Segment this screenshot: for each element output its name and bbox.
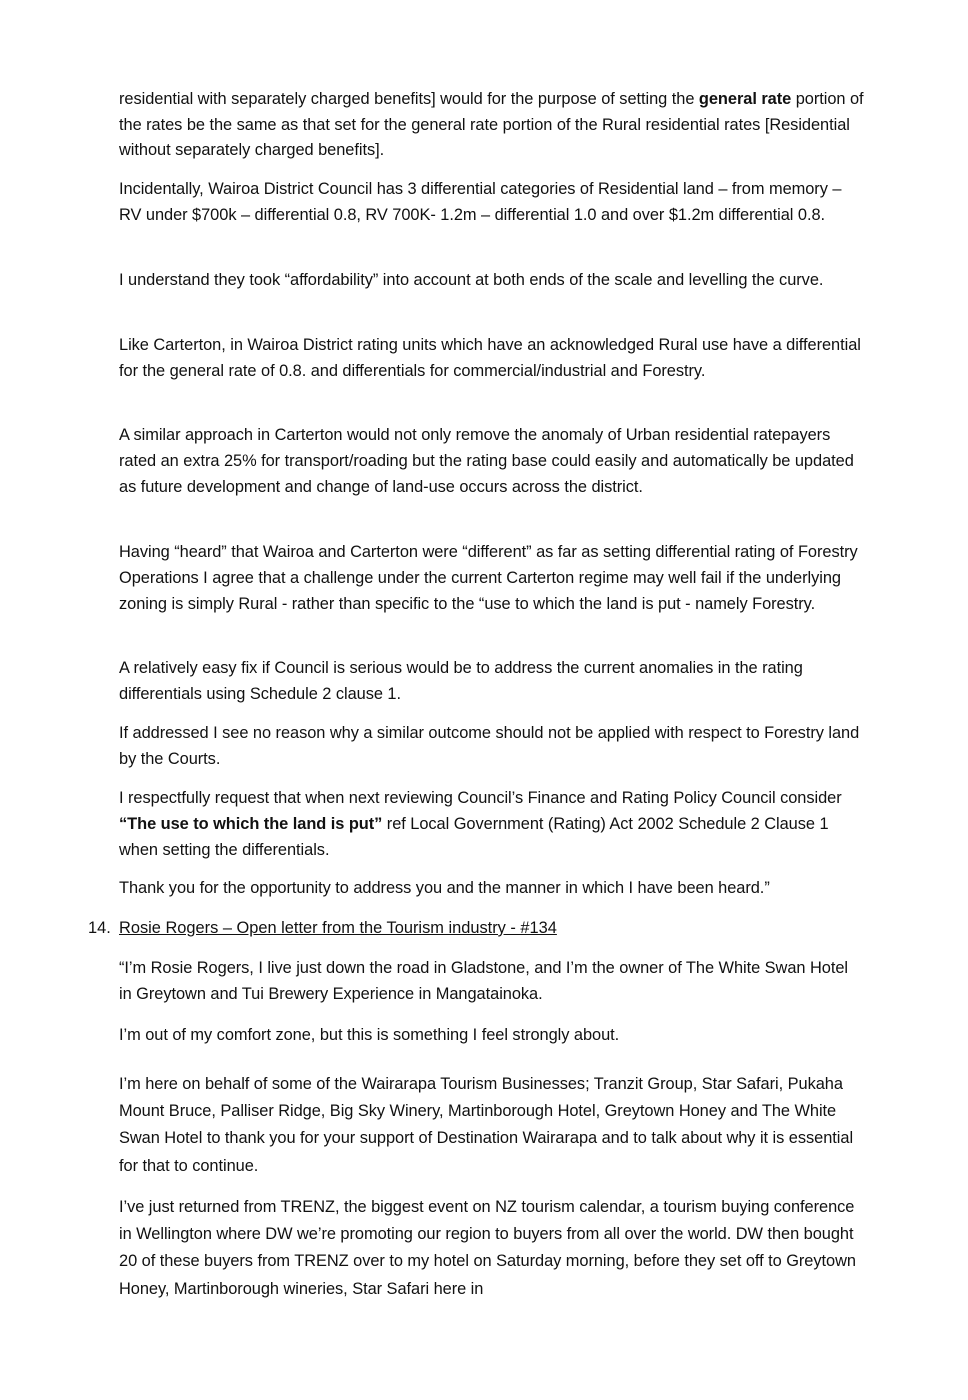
paragraph-affordability: I understand they took “affordability” into account at both ends of the scale and levelling the curve. [119, 271, 824, 289]
paragraph-thank-you: Thank you for the opportunity to address you and the manner in which I have been heard.” [119, 879, 770, 897]
item-heading: Rosie Rogers – Open letter from the Tourism industry - #134 [119, 919, 557, 937]
paragraph-on-behalf: I’m here on behalf of some of the Wairarapa Tourism Businesses; Tranzit Group, Star Safari, Pukaha Mount Bruce, Palliser Ridge, Big Sky Winery, Martinborough Hotel, Greytown Honey and The White Swan Hotel to thank you for your support of Destination Wairarapa and to talk about why it is essential for that to continue. [119, 1075, 854, 1175]
paragraph-wairoa-categories: Incidentally, Wairoa District Council has 3 differential categories of Residential land – from memory – RV under $700k – differential 0.8, RV 700K- 1.2m – differential 1.0 and over $1.2m differential 0.8. [119, 180, 842, 224]
paragraph-trenz: I’ve just returned from TRENZ, the biggest event on NZ tourism calendar, a tourism buying conference in Wellington where DW we’re promoting our region to buyers from all over the world. DW then bought 20 of these buyers from TRENZ over to my hotel on Saturday morning, before they set off to Greytown Honey, Martinborough wineries, Star Safari here in [119, 1198, 856, 1298]
paragraph-if-addressed: If addressed I see no reason why a similar outcome should not be applied with respect to Forestry land by the Courts. [119, 724, 860, 768]
paragraph-general-rate: residential with separately charged benefits] would for the purpose of setting the general rate portion of the rates be the same as that set for the general rate portion of the Rural residential rates [Residential without separately charged benefits]. [119, 90, 864, 160]
paragraph-easy-fix: A relatively easy fix if Council is serious would be to address the current anomalies in the rating differentials using Schedule 2 clause 1. [119, 659, 803, 703]
paragraph-rosie-intro: “I’m Rosie Rogers, I live just down the road in Gladstone, and I’m the owner of The White Swan Hotel in Greytown and Tui Brewery Experience in Mangatainoka. [119, 959, 848, 1003]
paragraph-respectfully-request: I respectfully request that when next reviewing Council’s Finance and Rating Policy Council consider “The use to which the land is put” ref Local Government (Rating) Act 2002 Schedule 2 Clause 1 when setting the differentials. [119, 789, 842, 859]
paragraph-comfort-zone: I’m out of my comfort zone, but this is something I feel strongly about. [119, 1026, 620, 1044]
item-number: 14. [88, 919, 111, 937]
paragraph-similar-approach: A similar approach in Carterton would not only remove the anomaly of Urban residential ratepayers rated an extra 25% for transport/roading but the rating base could easily and automatically be updated as future development and change of land-use occurs across the district. [119, 426, 854, 496]
paragraph-having-heard: Having “heard” that Wairoa and Carterton were “different” as far as setting differential rating of Forestry Operations I agree that a challenge under the current Carterton regime may well fail if the underlying zoning is simply Rural - rather than specific to the “use to which the land is put - namely Forestry. [119, 543, 858, 613]
paragraph-like-carterton: Like Carterton, in Wairoa District rating units which have an acknowledged Rural use have a differential for the general rate of 0.8. and differentials for commercial/industrial and Forestry. [119, 336, 861, 380]
